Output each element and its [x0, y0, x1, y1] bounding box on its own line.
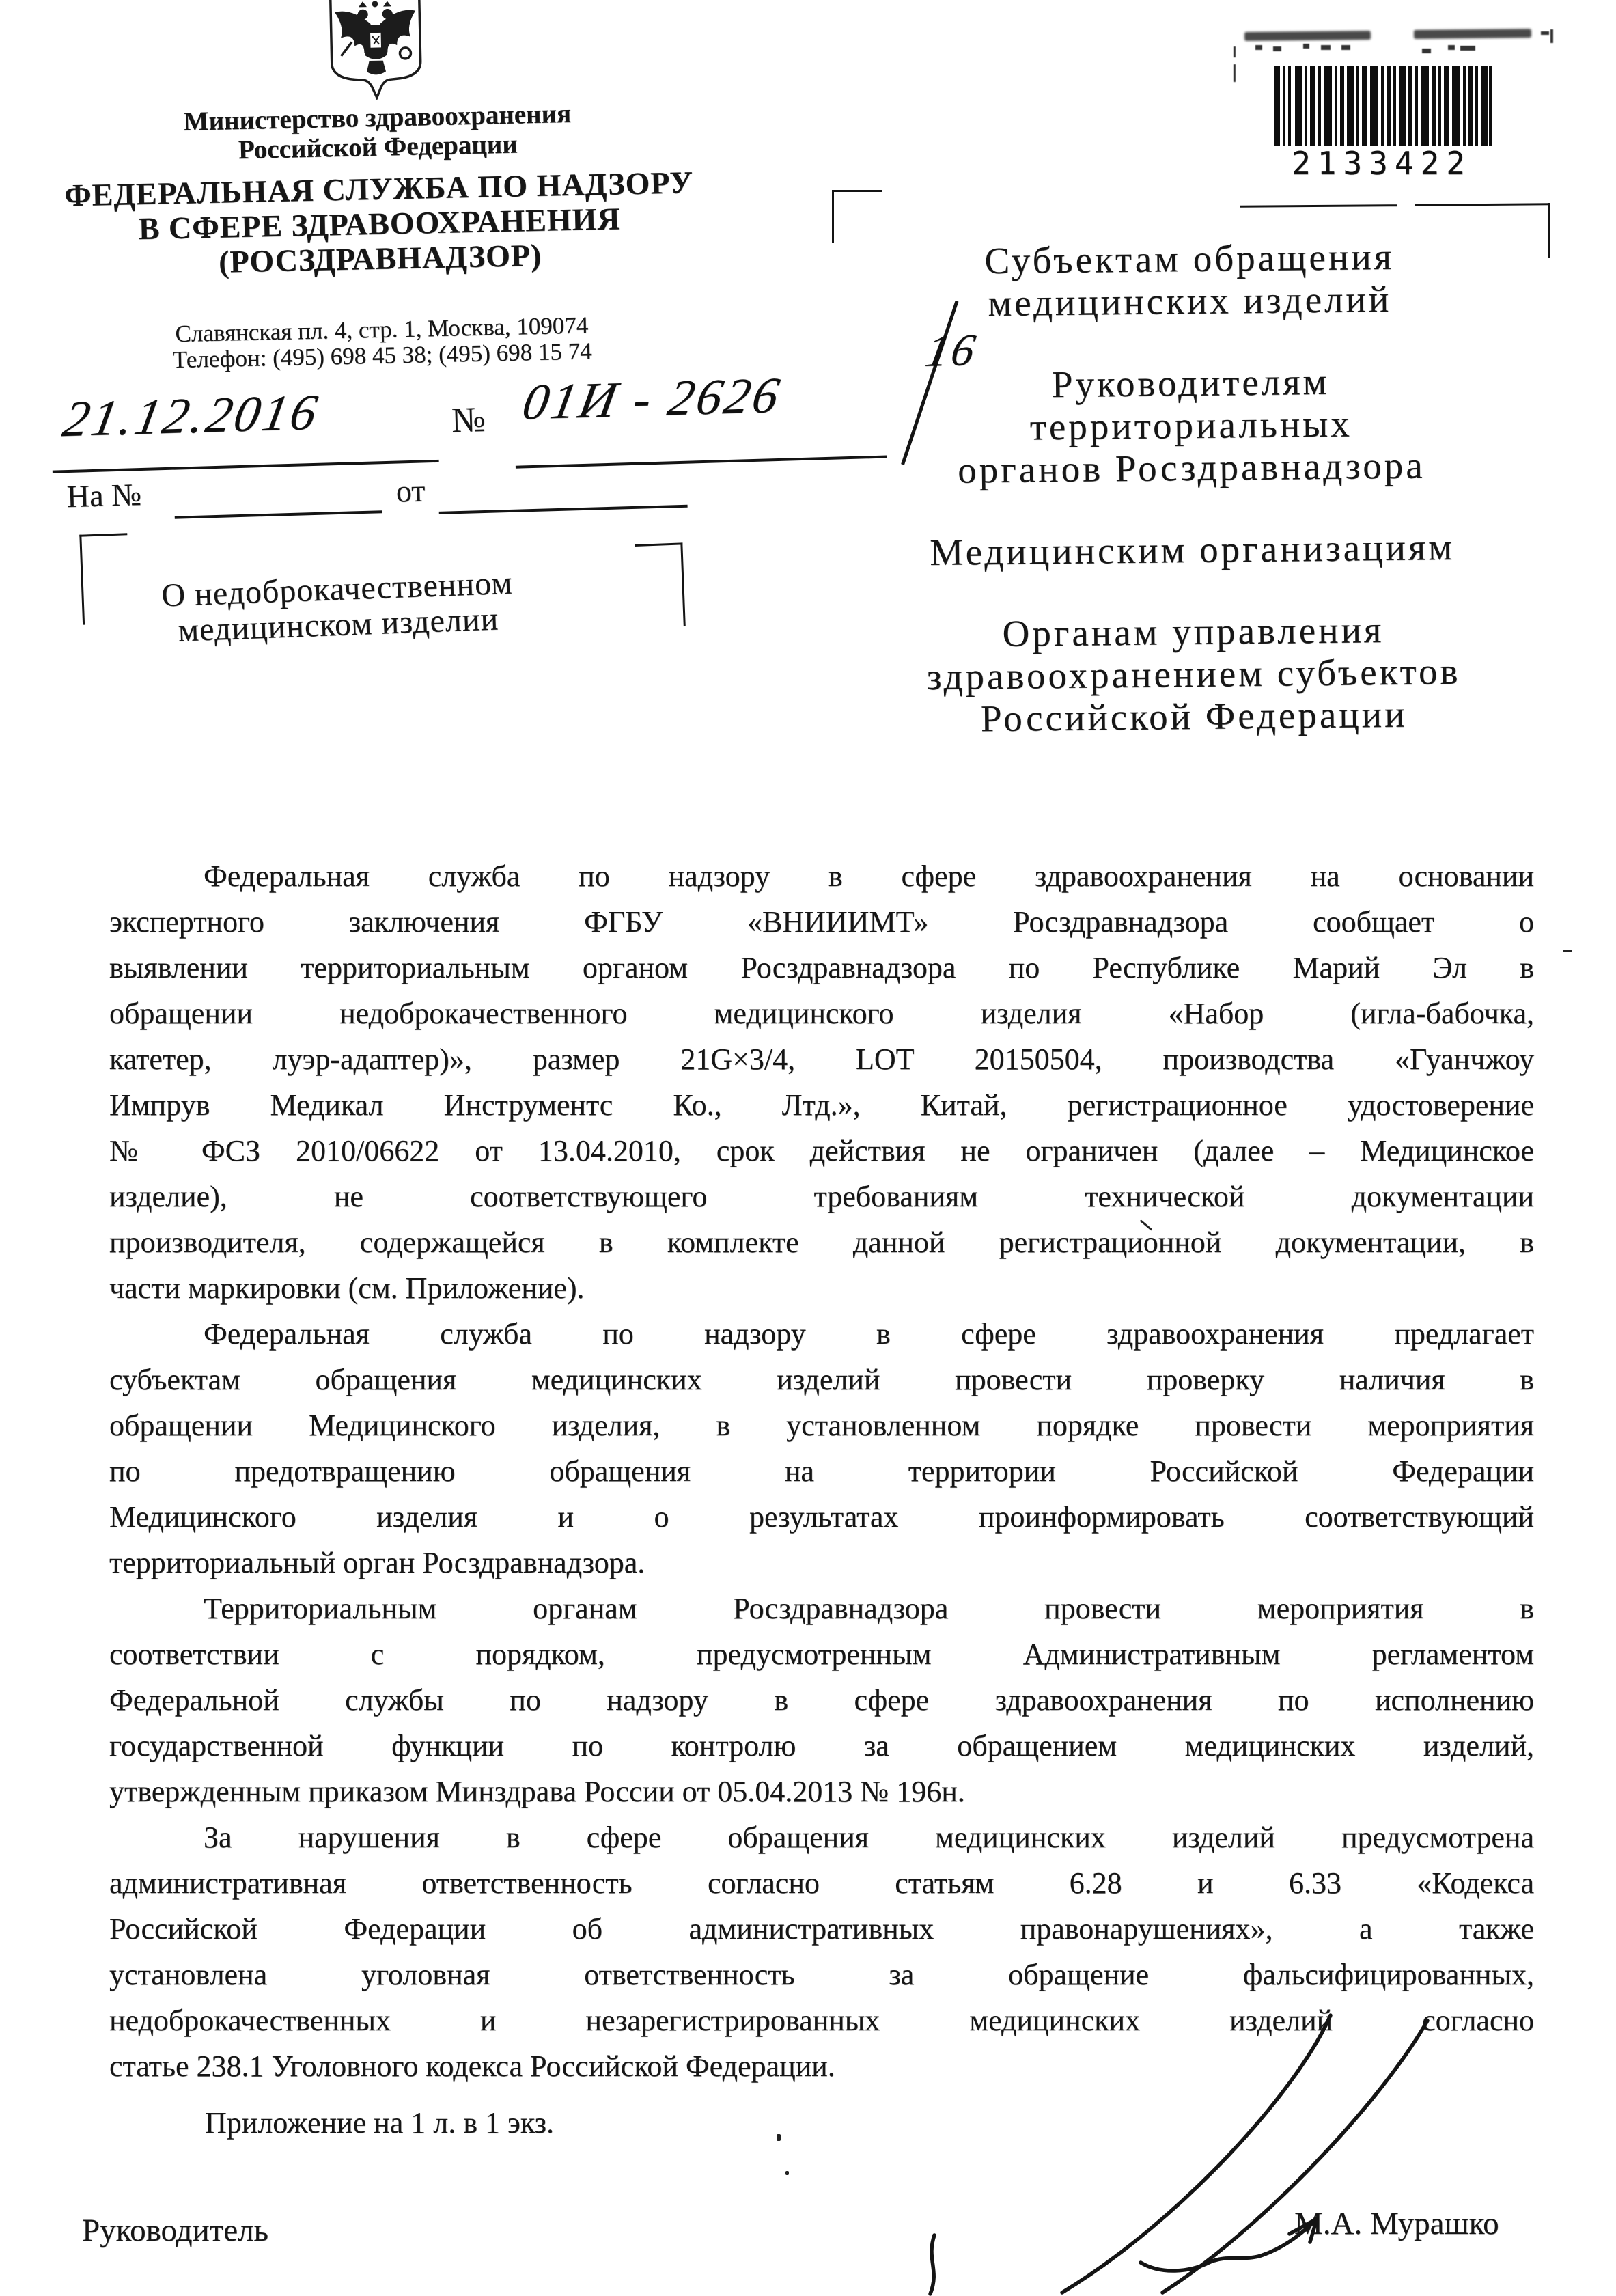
scan-speck: [1541, 31, 1549, 35]
letter-body: [109, 855, 1534, 2091]
recipient-line: Медицинским организациям: [930, 525, 1455, 574]
body-line: соответствии с порядком, предусмотренным Административным регламентом: [109, 1637, 1534, 1671]
body-line: установлена уголовная ответственность за обращение фальсифицированных,: [109, 1958, 1534, 1991]
body-line: обращении недоброкачественного медицинского изделия «Набор (игла-бабочка,: [109, 997, 1534, 1030]
agency-name-line2: В СФЕРЕ ЗДРАВООХРАНЕНИЯ: [138, 201, 622, 247]
scan-speck: [1273, 46, 1281, 51]
body-line: недоброкачественных и незарегистрированных медицинских изделий согласно: [109, 2004, 1534, 2037]
subject-corner-mark: [680, 542, 685, 626]
scan-smudge: [1244, 31, 1371, 41]
recipient-line: здравоохранением субъектов: [926, 650, 1461, 698]
number-sign: №: [451, 400, 486, 441]
body-line: субъектам обращения медицинских изделий провести проверку наличия в: [109, 1363, 1534, 1396]
recipient-line: территориальных: [1029, 402, 1353, 448]
body-line: № ФСЗ 2010/06622 от 13.04.2010, срок действия не ограничен (далее – Медицинское: [109, 1134, 1534, 1167]
recipient-territorial-heads: [900, 359, 1482, 493]
signer-name: М.А. Мурашко: [1294, 2206, 1499, 2241]
date-underline: [53, 460, 439, 473]
recipient-line: органов Росздравнадзора: [957, 444, 1425, 491]
body-line: катетер, луэр-адаптер)», размер 21G×3/4, LOT 20150504, производства «Гуанчжоу: [109, 1042, 1534, 1076]
ministry-name-line1: Министерство здравоохранения: [183, 98, 572, 137]
agency-phone: Телефон: (495) 698 45 38; (495) 698 15 74: [172, 337, 593, 374]
outgoing-date-handwritten: 21.12.2016: [59, 384, 324, 448]
address-zone-corner-mark: [832, 190, 882, 192]
reply-to-number-label: На №: [66, 477, 142, 514]
recipient-line: Российской Федерации: [980, 693, 1408, 740]
body-line: административная ответственность согласно статьям 6.28 и 6.33 «Кодекса: [109, 1866, 1534, 1900]
body-line: территориальный орган Росздравнадзора.: [109, 1546, 645, 1579]
body-line: Импрув Медикал Инструментс Ко., Лтд.», Китай, регистрационное удостоверение: [109, 1088, 1534, 1122]
body-line: Федеральной службы по надзору в сфере здравоохранения по исполнению: [109, 1683, 1534, 1717]
recipient-medical-orgs: [902, 526, 1483, 575]
body-line: части маркировки (см. Приложение).: [109, 1271, 585, 1305]
body-line: по предотвращению обращения на территории Российской Федерации: [109, 1454, 1534, 1488]
recipient-health-authorities: [903, 608, 1485, 741]
signature-ink: [888, 1995, 1462, 2296]
subject-line2: медицинском изделии: [177, 600, 500, 649]
recipients-block: [899, 235, 1485, 781]
body-line: Медицинского изделия и о результатах проинформировать соответствующий: [109, 1500, 1534, 1534]
subject-line1: О недоброкачественном: [161, 564, 514, 614]
body-line: государственной функции по контролю за обращением медицинских изделий,: [109, 1729, 1534, 1762]
reply-from-label: от: [395, 473, 426, 509]
scan-speck: [1321, 45, 1331, 50]
subject-corner-mark: [79, 533, 127, 537]
barcode: [1274, 66, 1492, 146]
subject-block: [75, 510, 598, 652]
address-zone-leader-line: [1415, 203, 1550, 206]
body-line: изделие), не соответствующего требованиям технической документации: [109, 1180, 1534, 1213]
signer-title: Руководитель: [82, 2213, 268, 2248]
scan-speck: [1303, 44, 1309, 49]
agency-name-line3: (РОСЗДРАВНАДЗОР): [218, 237, 542, 279]
body-line: Территориальным органам Росздравнадзора провести мероприятия в: [204, 1592, 1534, 1625]
recipient-subjects: [899, 235, 1480, 326]
attachment-note: Приложение на 1 л. в 1 экз.: [205, 2106, 555, 2140]
ministry-name-line2: Российской Федерации: [238, 129, 518, 165]
body-line: За нарушения в сфере обращения медицинских изделий предусмотрена: [204, 1821, 1534, 1854]
subject-corner-mark: [635, 542, 682, 547]
scan-speck: [1341, 45, 1350, 50]
scan-speck: [1234, 64, 1236, 82]
body-line: экспертного заключения ФГБУ «ВНИИИМТ» Росздравнадзора сообщает о: [109, 905, 1534, 939]
address-zone-corner-mark: [1548, 203, 1550, 258]
recipient-line: медицинских изделий: [988, 277, 1392, 324]
scan-speck: [785, 2171, 789, 2175]
scan-speck: [1234, 46, 1236, 57]
reply-number-underline: [175, 510, 382, 518]
recipient-line: Органам управления: [1002, 609, 1384, 654]
recipient-line: Субъектам обращения: [984, 235, 1395, 282]
scan-speck: [1550, 29, 1553, 43]
scan-smudge: [1414, 29, 1531, 39]
number-underline: [516, 456, 887, 469]
body-line: производителя, содержащейся в комплекте данной регистрационной документации, в: [109, 1226, 1534, 1259]
body-line: выявлении территориальным органом Росздравнадзора по Республике Марий Эл в: [109, 951, 1534, 984]
scan-speck: [1255, 45, 1262, 50]
scan-speck: [1422, 49, 1431, 53]
body-line: Федеральная служба по надзору в сфере здравоохранения предлагает: [204, 1317, 1534, 1351]
body-line: Федеральная служба по надзору в сфере здравоохранения на основании: [204, 859, 1534, 893]
recipient-line: Руководителям: [1051, 360, 1330, 406]
outgoing-number-suffix-handwritten: 16: [921, 324, 982, 377]
body-line: Российской Федерации об административных правонарушениях», а также: [109, 1912, 1534, 1946]
agency-address: Славянская пл. 4, стр. 1, Москва, 109074: [175, 312, 589, 348]
scan-speck: [777, 2134, 781, 2141]
scan-speck: [1563, 950, 1572, 952]
scan-speck: [1460, 46, 1475, 51]
scan-speck: [1448, 45, 1455, 50]
address-zone-leader-line: [1240, 204, 1397, 208]
agency-name-line1: ФЕДЕРАЛЬНАЯ СЛУЖБА ПО НАДЗОРУ: [64, 165, 694, 213]
body-line: обращении Медицинского изделия, в установленном порядке провести мероприятия: [109, 1409, 1534, 1442]
address-zone-corner-mark: [832, 190, 834, 243]
outgoing-number-handwritten: 01И - 2626: [518, 367, 786, 431]
body-line: статье 238.1 Уголовного кодекса Российской Федерации.: [109, 2049, 835, 2083]
letterhead: [33, 0, 724, 376]
barcode-number: 2133422: [1292, 145, 1472, 182]
russia-coat-of-arms-icon: [324, 0, 428, 101]
body-line: утвержденным приказом Минздрава России от 05.04.2013 № 196н.: [109, 1775, 965, 1808]
